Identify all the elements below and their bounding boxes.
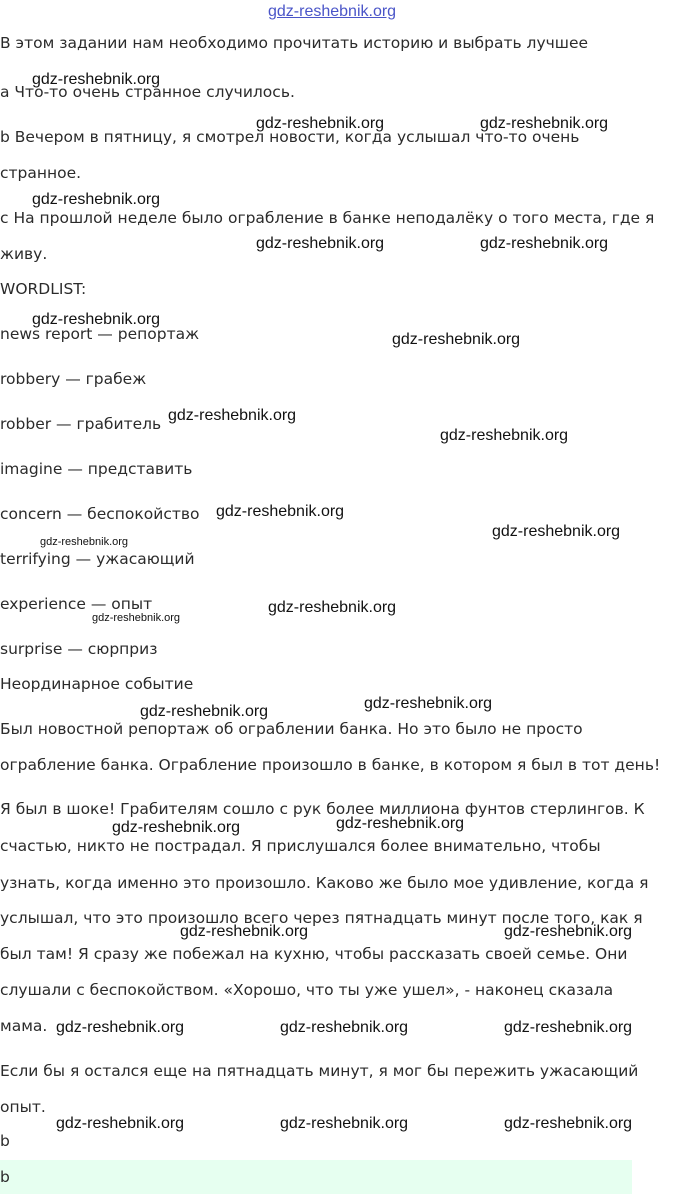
watermark: gdz-reshebnik.org bbox=[492, 523, 621, 540]
story-paragraph-line: услышал, что это произошло всего через пятнадцать минут после того, как я bbox=[0, 909, 643, 927]
watermark: gdz-reshebnik.org bbox=[504, 923, 633, 940]
watermark: gdz-reshebnik.org bbox=[268, 599, 397, 616]
wordlist-heading: WORDLIST: bbox=[0, 280, 87, 298]
watermark: gdz-reshebnik.org bbox=[504, 1019, 633, 1036]
wordlist-item: imagine — представить bbox=[0, 460, 193, 478]
answer-label-highlighted: b bbox=[0, 1168, 10, 1186]
watermark: gdz-reshebnik.org bbox=[180, 923, 309, 940]
watermark: gdz-reshebnik.org bbox=[280, 1019, 409, 1036]
option-b-line-1: b Вечером в пятницу, я смотрел новости, когда услышал что-то очень bbox=[0, 128, 580, 146]
watermark: gdz-reshebnik.org bbox=[364, 695, 493, 712]
watermark: gdz-reshebnik.org bbox=[92, 612, 181, 624]
wordlist-item: experience — опыт bbox=[0, 595, 153, 613]
watermark: gdz-reshebnik.org bbox=[392, 331, 521, 348]
story-paragraph-line: мама. bbox=[0, 1017, 48, 1035]
story-paragraph-line: Если бы я остался еще на пятнадцать минут, я мог бы пережить ужасающий bbox=[0, 1062, 639, 1080]
watermark: gdz-reshebnik.org bbox=[216, 503, 345, 520]
answer-label: b bbox=[0, 1132, 10, 1150]
watermark: gdz-reshebnik.org bbox=[256, 115, 385, 132]
watermark: gdz-reshebnik.org bbox=[280, 1115, 409, 1132]
watermark: gdz-reshebnik.org bbox=[40, 536, 129, 548]
wordlist-item: robber — грабитель bbox=[0, 415, 162, 433]
watermark: gdz-reshebnik.org bbox=[32, 191, 161, 208]
option-c-line-2: живу. bbox=[0, 245, 48, 263]
watermark: gdz-reshebnik.org bbox=[140, 703, 269, 720]
watermark: gdz-reshebnik.org bbox=[504, 1115, 633, 1132]
intro-text: В этом задании нам необходимо прочитать историю и выбрать лучшее bbox=[0, 34, 589, 52]
watermark: gdz-reshebnik.org bbox=[32, 311, 161, 328]
watermark: gdz-reshebnik.org bbox=[112, 819, 241, 836]
watermark: gdz-reshebnik.org bbox=[440, 427, 569, 444]
wordlist-item: surprise — сюрприз bbox=[0, 640, 158, 658]
watermark: gdz-reshebnik.org bbox=[480, 235, 609, 252]
watermark: gdz-reshebnik.org bbox=[168, 407, 297, 424]
watermark: gdz-reshebnik.org bbox=[56, 1115, 185, 1132]
wordlist-item: robbery — грабеж bbox=[0, 370, 147, 388]
watermark: gdz-reshebnik.org bbox=[56, 1019, 185, 1036]
watermark-link[interactable]: gdz-reshebnik.org bbox=[268, 3, 397, 20]
story-paragraph-line: ограбление банка. Ограбление произошло в банке, в котором я был в тот день! bbox=[0, 756, 661, 774]
option-a: a Что-то очень странное случилось. bbox=[0, 83, 295, 101]
story-paragraph-line: Я был в шоке! Грабителям сошло с рук более миллиона фунтов стерлингов. К bbox=[0, 800, 645, 818]
wordlist-item: concern — беспокойство bbox=[0, 505, 200, 523]
highlighted-answer-row bbox=[0, 1160, 632, 1194]
story-title: Неординарное событие bbox=[0, 675, 194, 693]
story-paragraph-line: был там! Я сразу же побежал на кухню, чтобы рассказать своей семье. Они bbox=[0, 945, 628, 963]
wordlist-item: news report — репортаж bbox=[0, 325, 200, 343]
watermark: gdz-reshebnik.org bbox=[480, 115, 609, 132]
watermark: gdz-reshebnik.org bbox=[256, 235, 385, 252]
story-paragraph-line: слушали с беспокойством. «Хорошо, что ты уже ушел», - наконец сказала bbox=[0, 981, 614, 999]
story-paragraph-line: счастью, никто не пострадал. Я прислушался более внимательно, чтобы bbox=[0, 837, 601, 855]
wordlist-item: terrifying — ужасающий bbox=[0, 550, 195, 568]
watermark: gdz-reshebnik.org bbox=[336, 815, 465, 832]
story-paragraph-line: Был новостной репортаж об ограблении банка. Но это было не просто bbox=[0, 720, 583, 738]
story-paragraph-line: опыт. bbox=[0, 1098, 46, 1116]
story-paragraph-line: узнать, когда именно это произошло. Каково же было мое удивление, когда я bbox=[0, 874, 649, 892]
option-c-line-1: c На прошлой неделе было ограбление в банке неподалёку о того места, где я bbox=[0, 209, 655, 227]
watermark: gdz-reshebnik.org bbox=[32, 71, 161, 88]
option-b-line-2: странное. bbox=[0, 164, 82, 182]
